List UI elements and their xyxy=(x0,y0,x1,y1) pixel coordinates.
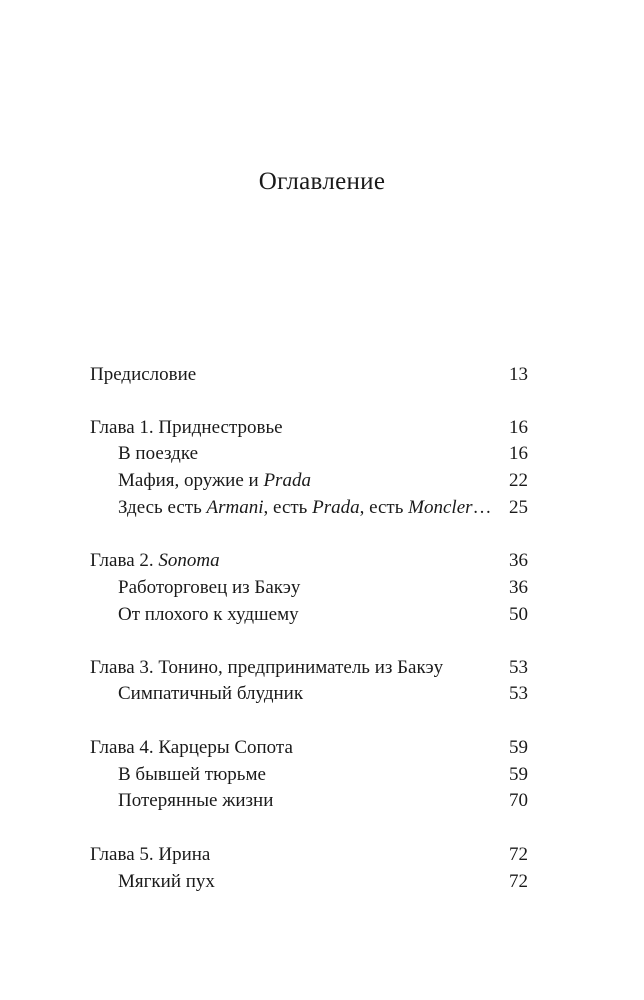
toc-title-part: В бывшей тюрьме xyxy=(118,764,266,785)
toc-subsection xyxy=(90,681,528,707)
toc-page-number: 16 xyxy=(509,443,528,464)
toc-page-number: 53 xyxy=(509,683,528,704)
toc-subsection xyxy=(90,468,528,494)
toc-page-number: 70 xyxy=(509,790,528,811)
toc-chapter xyxy=(90,735,528,761)
toc-chapter xyxy=(90,842,528,868)
toc-title-part: Глава 3. Тонино, предприниматель из Бакэу xyxy=(90,657,444,678)
toc-page-number: 72 xyxy=(509,871,528,892)
toc-entry-title xyxy=(118,495,492,521)
toc-entry-title xyxy=(90,842,210,868)
toc-entry-title xyxy=(118,602,299,628)
toc-title-part: Потерянные жизни xyxy=(118,790,274,811)
toc-page-number: 36 xyxy=(509,550,528,571)
toc-subsection xyxy=(90,602,528,628)
toc-subsection xyxy=(90,869,528,895)
toc-entry-title xyxy=(90,655,443,681)
toc-page-number: 22 xyxy=(509,470,528,491)
toc-title-part: Глава 5. Ирина xyxy=(90,844,211,865)
toc-entry-title xyxy=(118,575,300,601)
page-title: Оглавление xyxy=(258,168,386,195)
toc-page-number: 13 xyxy=(509,364,528,385)
toc-chapter xyxy=(90,362,528,388)
toc-chapter xyxy=(90,655,528,681)
toc-entry-title xyxy=(90,415,283,441)
toc-page-number: 53 xyxy=(509,657,528,678)
toc-chapter xyxy=(90,548,528,574)
toc-title-part: Мягкий пух xyxy=(118,871,215,892)
toc-entry-title xyxy=(118,788,273,814)
toc-subsection xyxy=(90,788,528,814)
toc-subsection xyxy=(90,441,528,467)
toc-title-part: Здесь есть xyxy=(118,497,207,518)
toc-title-part: В поездке xyxy=(118,443,199,464)
toc-entry-title xyxy=(118,681,303,707)
toc-title-part: Работорговец из Бакэу xyxy=(118,577,301,598)
toc-title-part: От плохого к худшему xyxy=(118,604,299,625)
toc-page-number: 59 xyxy=(509,764,528,785)
toc-chapter xyxy=(90,415,528,441)
toc-title-part: , есть xyxy=(263,497,313,518)
toc-page-number: 36 xyxy=(509,577,528,598)
toc-entry-title xyxy=(90,362,196,388)
toc-title-italic-part: Prada xyxy=(263,470,311,491)
toc-title-part: Предисловие xyxy=(90,364,197,385)
toc-page-number: 25 xyxy=(509,497,528,518)
toc-title-part: Симпатичный блудник xyxy=(118,683,304,704)
toc-entry-title xyxy=(90,735,293,761)
toc-title-part: Глава 4. Карцеры Сопота xyxy=(90,737,293,758)
toc-entry-title xyxy=(118,762,266,788)
toc-entry-title xyxy=(118,468,311,494)
toc-subsection xyxy=(90,495,528,521)
toc-title-part: … xyxy=(472,497,492,518)
toc-title-part: , есть xyxy=(359,497,409,518)
toc-entry-title xyxy=(118,441,198,467)
toc-entry-title xyxy=(118,869,215,895)
toc-page-number: 59 xyxy=(509,737,528,758)
toc-page-number: 72 xyxy=(509,844,528,865)
toc-page-number: 16 xyxy=(509,417,528,438)
toc-page-number: 50 xyxy=(509,604,528,625)
toc-title-part: Глава 2. xyxy=(90,550,159,571)
toc-subsection xyxy=(90,575,528,601)
toc-title-italic-part: Sonoma xyxy=(158,550,220,571)
toc-title-part: Мафия, оружие и xyxy=(118,470,264,491)
toc-title-italic-part: Moncler xyxy=(408,497,473,518)
toc-subsection xyxy=(90,762,528,788)
toc-title-italic-part: Armani xyxy=(206,497,264,518)
toc-title-part: Глава 1. Приднестровье xyxy=(90,417,283,438)
toc-entry-title xyxy=(90,548,220,574)
toc-title-italic-part: Prada xyxy=(312,497,360,518)
